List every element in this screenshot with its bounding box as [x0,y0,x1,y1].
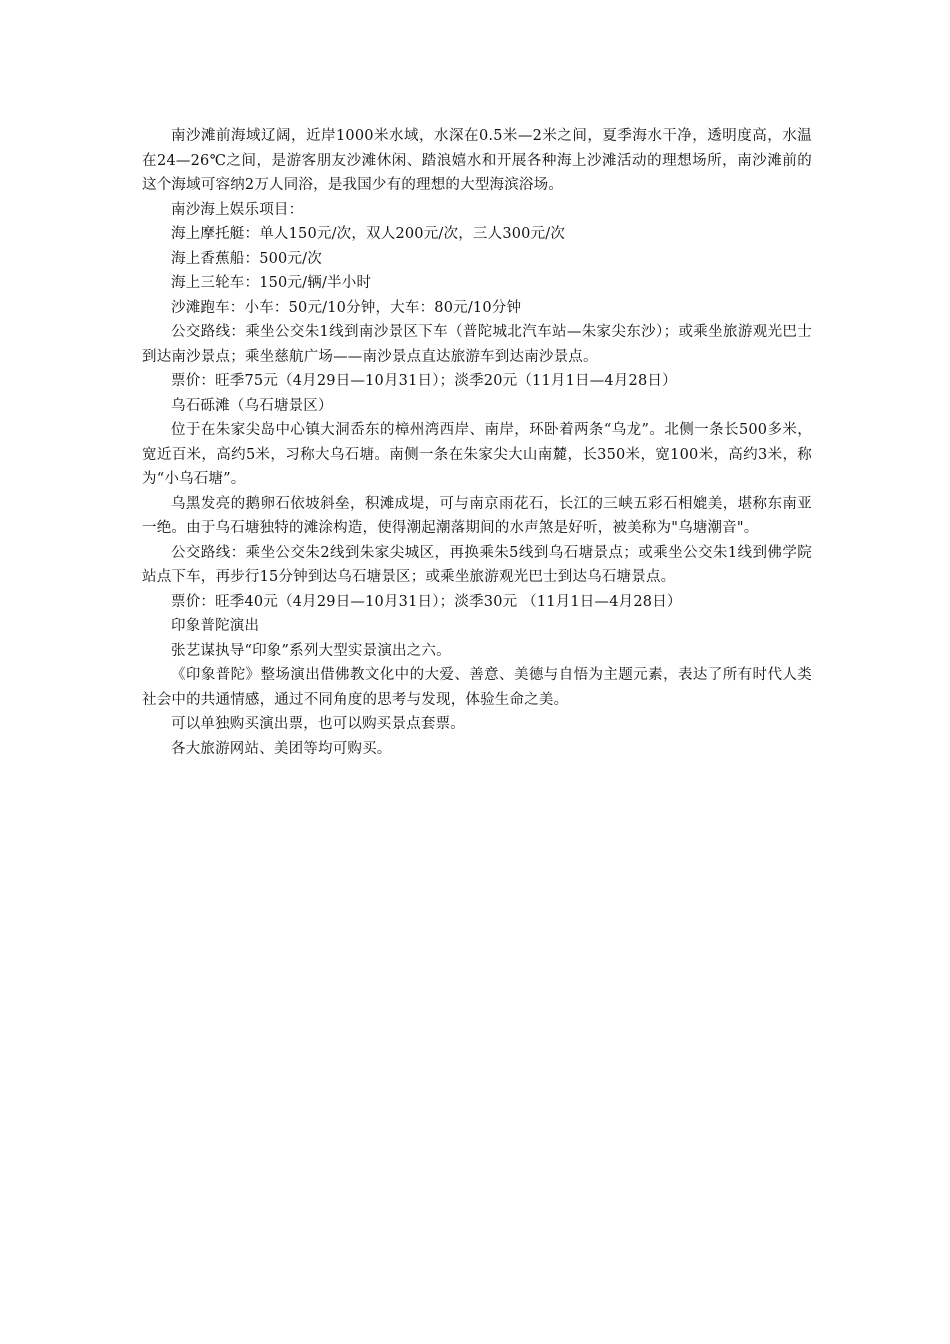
paragraph-wushi-location: 位于在朱家尖岛中心镇大洞岙东的樟州湾西岸、南岸，环卧着两条“乌龙”。北侧一条长500多米，宽近百米，高约5米，习称大乌石塘。南侧一条在朱家尖大山南麓，长350米，宽100米，高约3米，称为“小乌石塘”。 [142,422,812,487]
paragraph-nansha-ticket-price: 票价：旺季75元（4月29日—10月31日）；淡季20元（11月1日—4月28日） [171,373,677,389]
paragraph-impression-description: 《印象普陀》整场演出借佛教文化中的大爱、善意、美德与自悟为主题元素，表达了所有时代人类社会中的共通情感，通过不同角度的思考与发现，体验生命之美。 [142,667,812,708]
paragraph-sea-tricycle-price: 海上三轮车：150元/辆/半小时 [171,275,372,291]
paragraph-impression-tickets: 可以单独购买演出票，也可以购买景点套票。 [171,716,465,732]
paragraph-nansha-bus-route: 公交路线：乘坐公交朱1线到南沙景区下车（普陀城北汽车站—朱家尖东沙）；或乘坐旅游观光巴士到达南沙景点；乘坐慈航广场——南沙景点直达旅游车到达南沙景点。 [142,324,812,365]
paragraph-beach-buggy-price: 沙滩跑车：小车：50元/10分钟，大车：80元/10分钟 [171,299,522,316]
paragraph-impression-purchase: 各大旅游网站、美团等均可购买。 [171,740,392,757]
paragraph-wushi-heading: 乌石砾滩（乌石塘景区） [171,397,333,414]
paragraph-impression-heading: 印象普陀演出 [171,618,260,634]
paragraph-wushi-bus-route: 公交路线：乘坐公交朱2线到朱家尖城区，再换乘朱5线到乌石塘景点；或乘坐公交朱1线到佛学院站点下车，再步行15分钟到达乌石塘景区；或乘坐旅游观光巴士到达乌石塘景点。 [142,544,812,585]
paragraph-jetski-price: 海上摩托艇：单人150元/次，双人200元/次，三人300元/次 [171,226,566,242]
paragraph-wushi-description: 乌黑发亮的鹅卵石依坡斜垒，积滩成堤，可与南京雨花石，长江的三峡五彩石相媲美，堪称东南亚一绝。由于乌石塘独特的滩涂构造，使得潮起潮落期间的水声煞是好听，被美称为"乌塘潮音"。 [142,495,812,536]
paragraph-nansha-intro: 南沙滩前海域辽阔，近岸1000米水域，水深在0.5米—2米之间，夏季海水干净，透明度高，水温在24—26℃之间，是游客朋友沙滩休闲、踏浪嬉水和开展各种海上沙滩活动的理想场所，南沙滩前的这个海域可容纳2万人同浴，是我国少有的理想的大型海滨浴场。 [142,128,812,193]
paragraph-wushi-ticket-price: 票价：旺季40元（4月29日—10月31日）；淡季30元 （11月1日—4月28日） [171,593,682,610]
paragraph-impression-director: 张艺谋执导“印象”系列大型实景演出之六。 [171,642,451,659]
paragraph-banana-boat-price: 海上香蕉船：500元/次 [171,250,322,267]
document-body [142,124,812,761]
paragraph-nansha-activities-heading: 南沙海上娱乐项目： [171,201,304,218]
